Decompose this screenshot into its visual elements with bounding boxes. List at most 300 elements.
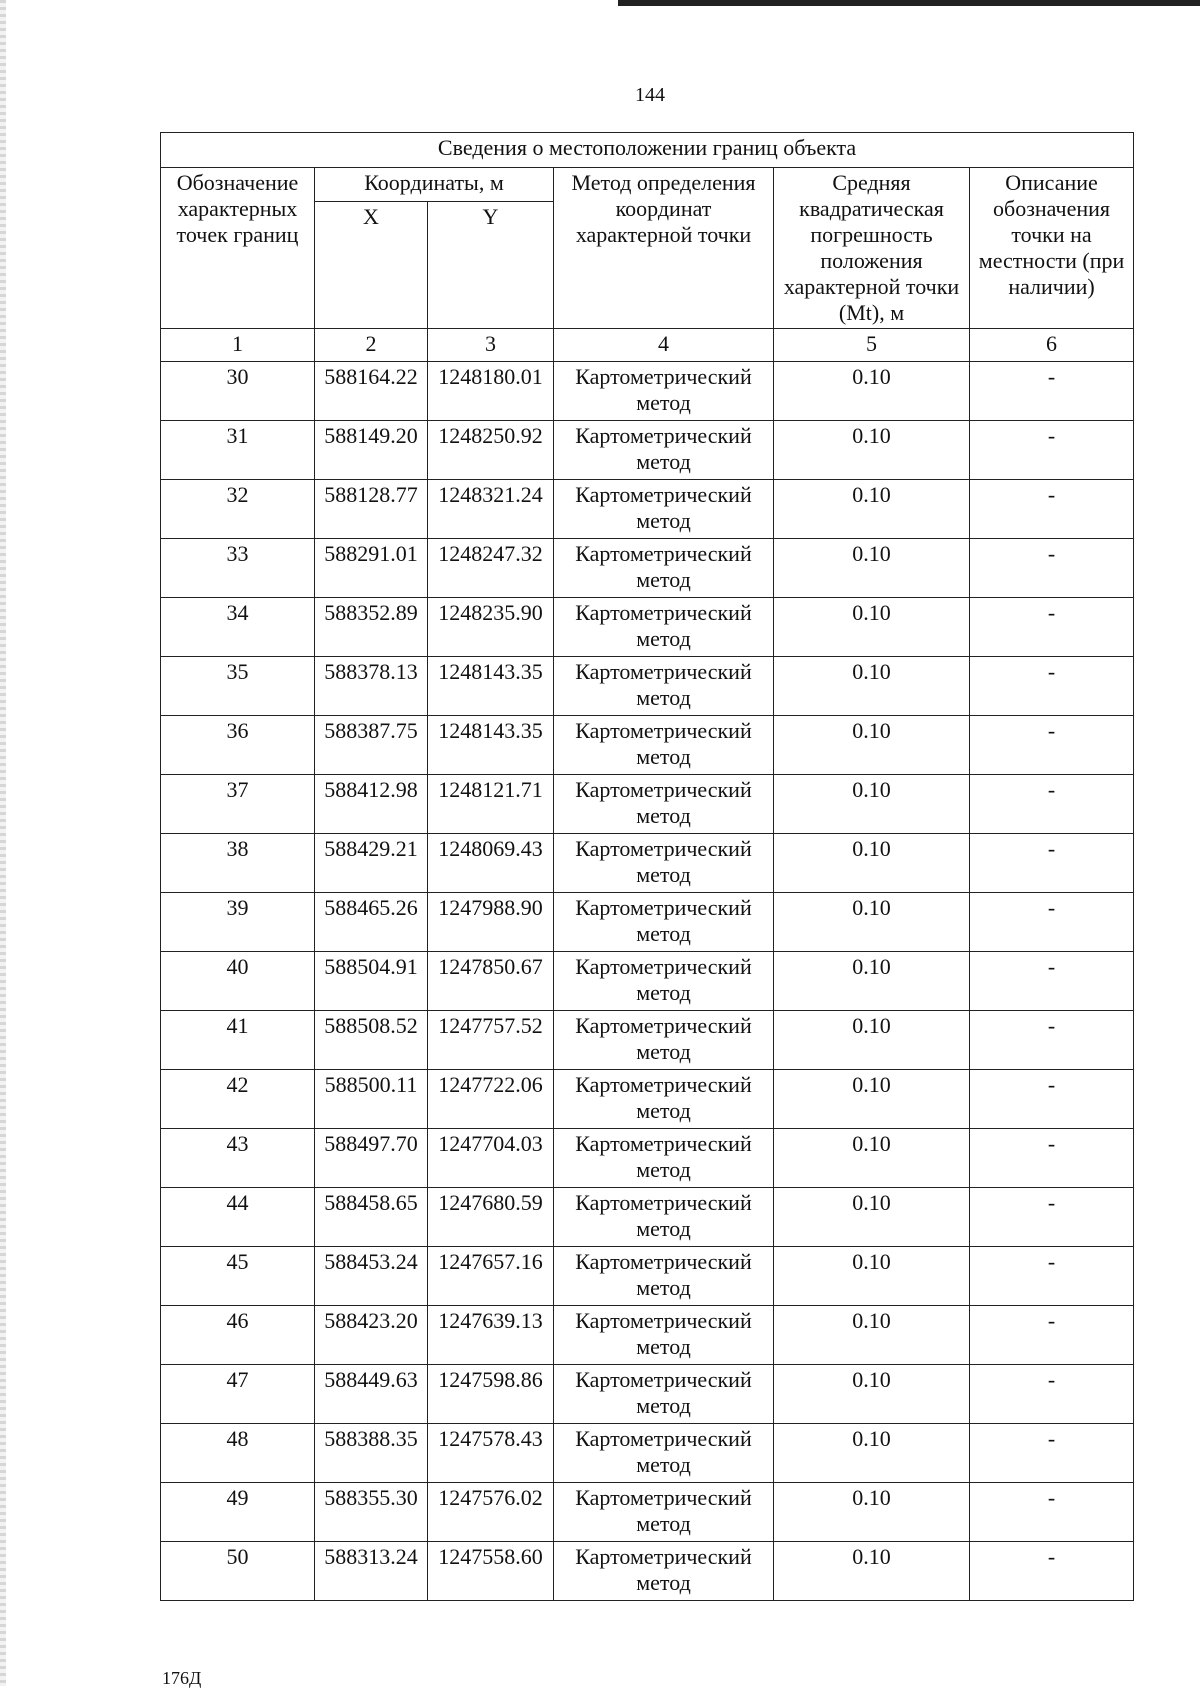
point-number-cell — [161, 1070, 315, 1129]
method-cell — [554, 1542, 774, 1601]
y-coordinate-cell — [428, 1365, 554, 1424]
y-coordinate-cell-text: 1247680.59 — [438, 1190, 543, 1215]
column-number: 5 — [774, 329, 970, 362]
x-coordinate-cell-text: 588355.30 — [324, 1485, 418, 1510]
table-row — [161, 1011, 1134, 1070]
x-coordinate-cell — [315, 1424, 428, 1483]
description-cell-text: - — [1047, 600, 1056, 625]
y-coordinate-cell-text: 1248180.01 — [438, 364, 543, 389]
x-coordinate-cell-text: 588423.20 — [324, 1308, 418, 1333]
mt-cell-text: 0.10 — [852, 1190, 891, 1215]
y-coordinate-cell — [428, 834, 554, 893]
description-cell-text: - — [1047, 1426, 1056, 1451]
method-cell-text: Картометрический метод — [575, 1190, 752, 1241]
column-number: 6 — [970, 329, 1134, 362]
description-cell — [970, 1483, 1134, 1542]
point-number-cell-text: 40 — [226, 954, 249, 979]
table-row — [161, 1424, 1134, 1483]
header-description-text: Описание обозначения точки на местности (при наличии) — [978, 170, 1125, 299]
mt-cell-text: 0.10 — [852, 600, 891, 625]
header-description — [970, 168, 1134, 329]
caption-row — [161, 133, 1134, 168]
x-coordinate-cell — [315, 421, 428, 480]
description-cell-text: - — [1047, 1013, 1056, 1038]
mt-cell — [774, 1306, 970, 1365]
mt-cell-text: 0.10 — [852, 1485, 891, 1510]
description-cell-text: - — [1047, 954, 1056, 979]
method-cell-text: Картометрический метод — [575, 659, 752, 710]
point-number-cell-text: 41 — [226, 1013, 249, 1038]
mt-cell-text: 0.10 — [852, 718, 891, 743]
table-caption: Сведения о местоположении границ объекта — [161, 133, 1134, 168]
y-coordinate-cell — [428, 421, 554, 480]
y-coordinate-cell — [428, 716, 554, 775]
table-row — [161, 1070, 1134, 1129]
description-cell-text: - — [1047, 1072, 1056, 1097]
method-cell — [554, 1188, 774, 1247]
mt-cell-text: 0.10 — [852, 1013, 891, 1038]
mt-cell-text: 0.10 — [852, 777, 891, 802]
mt-cell — [774, 362, 970, 421]
point-number-cell-text: 34 — [226, 600, 249, 625]
description-cell — [970, 1365, 1134, 1424]
y-coordinate-cell-text: 1248069.43 — [438, 836, 543, 861]
description-cell — [970, 1188, 1134, 1247]
mt-cell — [774, 657, 970, 716]
x-coordinate-cell-text: 588508.52 — [324, 1013, 418, 1038]
method-cell — [554, 598, 774, 657]
mt-cell-text: 0.10 — [852, 423, 891, 448]
description-cell-text: - — [1047, 1308, 1056, 1333]
method-cell — [554, 1070, 774, 1129]
y-coordinate-cell-text: 1248235.90 — [438, 600, 543, 625]
point-number-cell-text: 44 — [226, 1190, 249, 1215]
mt-cell — [774, 1129, 970, 1188]
description-cell — [970, 480, 1134, 539]
x-coordinate-cell — [315, 362, 428, 421]
x-coordinate-cell-text: 588149.20 — [324, 423, 418, 448]
y-coordinate-cell — [428, 1424, 554, 1483]
description-cell — [970, 362, 1134, 421]
x-coordinate-cell-text: 588387.75 — [324, 718, 418, 743]
description-cell — [970, 421, 1134, 480]
description-cell-text: - — [1047, 541, 1056, 566]
footer-code: 176Д — [162, 1668, 202, 1688]
y-coordinate-cell — [428, 893, 554, 952]
mt-cell-text: 0.10 — [852, 836, 891, 861]
y-coordinate-cell — [428, 1247, 554, 1306]
method-cell-text: Картометрический метод — [575, 600, 752, 651]
mt-cell-text: 0.10 — [852, 482, 891, 507]
description-cell-text: - — [1047, 364, 1056, 389]
point-number-cell — [161, 539, 315, 598]
page-number: 144 — [635, 84, 665, 106]
y-coordinate-cell — [428, 598, 554, 657]
point-number-cell-text: 43 — [226, 1131, 249, 1156]
description-cell-text: - — [1047, 482, 1056, 507]
y-coordinate-cell — [428, 1129, 554, 1188]
point-number-cell — [161, 1247, 315, 1306]
y-coordinate-cell — [428, 539, 554, 598]
method-cell-text: Картометрический метод — [575, 482, 752, 533]
point-number-cell — [161, 1306, 315, 1365]
method-cell-text: Картометрический метод — [575, 895, 752, 946]
header-error-text: Средняя квадратическая погрешность положения характерной точки (Mt), м — [783, 170, 960, 325]
mt-cell-text: 0.10 — [852, 895, 891, 920]
x-coordinate-cell-text: 588352.89 — [324, 600, 418, 625]
x-coordinate-cell-text: 588458.65 — [324, 1190, 418, 1215]
method-cell-text: Картометрический метод — [575, 541, 752, 592]
description-cell — [970, 952, 1134, 1011]
table-row — [161, 539, 1134, 598]
x-coordinate-cell — [315, 952, 428, 1011]
column-number: 1 — [161, 329, 315, 362]
table-row — [161, 480, 1134, 539]
mt-cell-text: 0.10 — [852, 954, 891, 979]
table-row — [161, 1247, 1134, 1306]
y-coordinate-cell — [428, 775, 554, 834]
method-cell-text: Картометрический метод — [575, 1013, 752, 1064]
method-cell-text: Картометрический метод — [575, 1367, 752, 1418]
y-coordinate-cell-text: 1247657.16 — [438, 1249, 543, 1274]
method-cell-text: Картометрический метод — [575, 423, 752, 474]
y-coordinate-cell — [428, 1483, 554, 1542]
x-coordinate-cell-text: 588378.13 — [324, 659, 418, 684]
x-coordinate-cell — [315, 716, 428, 775]
mt-cell — [774, 834, 970, 893]
method-cell-text: Картометрический метод — [575, 1131, 752, 1182]
y-coordinate-cell-text: 1247576.02 — [438, 1485, 543, 1510]
point-number-cell — [161, 834, 315, 893]
description-cell-text: - — [1047, 423, 1056, 448]
mt-cell — [774, 716, 970, 775]
table-row — [161, 362, 1134, 421]
mt-cell — [774, 1424, 970, 1483]
mt-cell — [774, 893, 970, 952]
column-number: 4 — [554, 329, 774, 362]
description-cell-text: - — [1047, 1131, 1056, 1156]
mt-cell-text: 0.10 — [852, 1072, 891, 1097]
point-number-cell — [161, 480, 315, 539]
column-number: 2 — [315, 329, 428, 362]
point-number-cell — [161, 1542, 315, 1601]
x-coordinate-cell — [315, 1483, 428, 1542]
point-number-cell — [161, 893, 315, 952]
y-coordinate-cell-text: 1248143.35 — [438, 718, 543, 743]
mt-cell — [774, 1483, 970, 1542]
description-cell — [970, 716, 1134, 775]
mt-cell — [774, 539, 970, 598]
mt-cell-text: 0.10 — [852, 364, 891, 389]
column-number: 3 — [428, 329, 554, 362]
mt-cell — [774, 1247, 970, 1306]
method-cell — [554, 657, 774, 716]
x-coordinate-cell — [315, 893, 428, 952]
description-cell — [970, 598, 1134, 657]
mt-cell-text: 0.10 — [852, 1367, 891, 1392]
header-y: Y — [428, 201, 554, 328]
x-coordinate-cell — [315, 1365, 428, 1424]
y-coordinate-cell — [428, 480, 554, 539]
method-cell — [554, 893, 774, 952]
y-coordinate-cell — [428, 952, 554, 1011]
mt-cell — [774, 1188, 970, 1247]
method-cell — [554, 1129, 774, 1188]
y-coordinate-cell-text: 1247578.43 — [438, 1426, 543, 1451]
scan-edge-left — [0, 0, 6, 1686]
table-row — [161, 775, 1134, 834]
mt-cell-text: 0.10 — [852, 1426, 891, 1451]
y-coordinate-cell-text: 1248247.32 — [438, 541, 543, 566]
point-number-cell-text: 47 — [226, 1367, 249, 1392]
point-number-cell — [161, 1188, 315, 1247]
method-cell-text: Картометрический метод — [575, 836, 752, 887]
point-number-cell-text: 35 — [226, 659, 249, 684]
method-cell-text: Картометрический метод — [575, 1249, 752, 1300]
table-row — [161, 1129, 1134, 1188]
point-number-cell — [161, 775, 315, 834]
point-number-cell-text: 38 — [226, 836, 249, 861]
point-number-cell-text: 45 — [226, 1249, 249, 1274]
point-number-cell-text: 36 — [226, 718, 249, 743]
table-row — [161, 657, 1134, 716]
description-cell — [970, 539, 1134, 598]
mt-cell — [774, 421, 970, 480]
point-number-cell — [161, 1483, 315, 1542]
table-row — [161, 598, 1134, 657]
x-coordinate-cell — [315, 1247, 428, 1306]
y-coordinate-cell — [428, 1188, 554, 1247]
point-number-cell-text: 33 — [226, 541, 249, 566]
x-coordinate-cell — [315, 480, 428, 539]
x-coordinate-cell-text: 588453.24 — [324, 1249, 418, 1274]
table-row — [161, 716, 1134, 775]
table-row — [161, 1365, 1134, 1424]
description-cell — [970, 893, 1134, 952]
method-cell — [554, 1306, 774, 1365]
method-cell — [554, 1011, 774, 1070]
y-coordinate-cell-text: 1247722.06 — [438, 1072, 543, 1097]
x-coordinate-cell — [315, 539, 428, 598]
point-number-cell-text: 31 — [226, 423, 249, 448]
y-coordinate-cell-text: 1247639.13 — [438, 1308, 543, 1333]
description-cell — [970, 657, 1134, 716]
method-cell — [554, 716, 774, 775]
method-cell-text: Картометрический метод — [575, 364, 752, 415]
method-cell-text: Картометрический метод — [575, 1072, 752, 1123]
header-coordinates: Координаты, м — [315, 168, 554, 202]
method-cell-text: Картометрический метод — [575, 777, 752, 828]
y-coordinate-cell — [428, 1070, 554, 1129]
mt-cell-text: 0.10 — [852, 1544, 891, 1569]
mt-cell — [774, 598, 970, 657]
description-cell-text: - — [1047, 895, 1056, 920]
method-cell-text: Картометрический метод — [575, 1485, 752, 1536]
point-number-cell-text: 50 — [226, 1544, 249, 1569]
method-cell-text: Картометрический метод — [575, 1426, 752, 1477]
description-cell-text: - — [1047, 1367, 1056, 1392]
y-coordinate-cell-text: 1247850.67 — [438, 954, 543, 979]
table-row — [161, 1188, 1134, 1247]
y-coordinate-cell-text: 1247988.90 — [438, 895, 543, 920]
point-number-cell-text: 42 — [226, 1072, 249, 1097]
description-cell-text: - — [1047, 1485, 1056, 1510]
point-number-cell — [161, 716, 315, 775]
x-coordinate-cell-text: 588128.77 — [324, 482, 418, 507]
y-coordinate-cell-text: 1247598.86 — [438, 1367, 543, 1392]
description-cell — [970, 1247, 1134, 1306]
point-number-cell-text: 30 — [226, 364, 249, 389]
header-designation-text: Обозначение характерных точек границ — [176, 170, 299, 247]
scan-bar-top — [618, 0, 1200, 6]
y-coordinate-cell-text: 1247704.03 — [438, 1131, 543, 1156]
method-cell — [554, 834, 774, 893]
method-cell — [554, 480, 774, 539]
x-coordinate-cell — [315, 1306, 428, 1365]
table-row — [161, 1483, 1134, 1542]
x-coordinate-cell-text: 588497.70 — [324, 1131, 418, 1156]
header-method — [554, 168, 774, 329]
y-coordinate-cell-text: 1248250.92 — [438, 423, 543, 448]
description-cell — [970, 1011, 1134, 1070]
point-number-cell — [161, 1424, 315, 1483]
y-coordinate-cell — [428, 1011, 554, 1070]
header-method-text: Метод определения координат характерной точки — [571, 170, 756, 247]
description-cell-text: - — [1047, 718, 1056, 743]
mt-cell — [774, 1365, 970, 1424]
mt-cell-text: 0.10 — [852, 1131, 891, 1156]
point-number-cell-text: 37 — [226, 777, 249, 802]
point-number-cell-text: 49 — [226, 1485, 249, 1510]
y-coordinate-cell-text: 1248321.24 — [438, 482, 543, 507]
mt-cell — [774, 1542, 970, 1601]
x-coordinate-cell — [315, 598, 428, 657]
x-coordinate-cell-text: 588388.35 — [324, 1426, 418, 1451]
y-coordinate-cell-text: 1247558.60 — [438, 1544, 543, 1569]
y-coordinate-cell — [428, 657, 554, 716]
y-coordinate-cell — [428, 1306, 554, 1365]
x-coordinate-cell-text: 588412.98 — [324, 777, 418, 802]
mt-cell — [774, 1011, 970, 1070]
method-cell — [554, 952, 774, 1011]
description-cell — [970, 1424, 1134, 1483]
description-cell-text: - — [1047, 836, 1056, 861]
x-coordinate-cell — [315, 1542, 428, 1601]
method-cell — [554, 421, 774, 480]
x-coordinate-cell-text: 588449.63 — [324, 1367, 418, 1392]
method-cell-text: Картометрический метод — [575, 1544, 752, 1595]
y-coordinate-cell — [428, 1542, 554, 1601]
point-number-cell — [161, 1365, 315, 1424]
x-coordinate-cell-text: 588313.24 — [324, 1544, 418, 1569]
description-cell-text: - — [1047, 1190, 1056, 1215]
mt-cell — [774, 952, 970, 1011]
description-cell — [970, 1129, 1134, 1188]
description-cell — [970, 1542, 1134, 1601]
description-cell-text: - — [1047, 1249, 1056, 1274]
description-cell-text: - — [1047, 659, 1056, 684]
method-cell — [554, 1247, 774, 1306]
point-number-cell — [161, 362, 315, 421]
point-number-cell-text: 39 — [226, 895, 249, 920]
method-cell — [554, 539, 774, 598]
mt-cell-text: 0.10 — [852, 541, 891, 566]
point-number-cell — [161, 1129, 315, 1188]
mt-cell — [774, 775, 970, 834]
x-coordinate-cell — [315, 1129, 428, 1188]
y-coordinate-cell-text: 1248121.71 — [438, 777, 543, 802]
header-designation — [161, 168, 315, 329]
method-cell-text: Картометрический метод — [575, 1308, 752, 1359]
x-coordinate-cell-text: 588164.22 — [324, 364, 418, 389]
mt-cell-text: 0.10 — [852, 659, 891, 684]
description-cell-text: - — [1047, 1544, 1056, 1569]
header-row-1 — [161, 168, 1134, 202]
point-number-cell — [161, 421, 315, 480]
y-coordinate-cell — [428, 362, 554, 421]
x-coordinate-cell — [315, 834, 428, 893]
point-number-cell-text: 48 — [226, 1426, 249, 1451]
description-cell — [970, 834, 1134, 893]
y-coordinate-cell-text: 1247757.52 — [438, 1013, 543, 1038]
method-cell — [554, 775, 774, 834]
x-coordinate-cell — [315, 1188, 428, 1247]
boundary-table — [160, 132, 1134, 1601]
x-coordinate-cell-text: 588500.11 — [324, 1072, 418, 1097]
x-coordinate-cell-text: 588504.91 — [324, 954, 418, 979]
point-number-cell-text: 32 — [226, 482, 249, 507]
header-x: X — [315, 201, 428, 328]
x-coordinate-cell — [315, 1011, 428, 1070]
point-number-cell — [161, 657, 315, 716]
mt-cell-text: 0.10 — [852, 1308, 891, 1333]
method-cell — [554, 362, 774, 421]
x-coordinate-cell-text: 588291.01 — [324, 541, 418, 566]
x-coordinate-cell-text: 588429.21 — [324, 836, 418, 861]
table-row — [161, 952, 1134, 1011]
x-coordinate-cell — [315, 657, 428, 716]
point-number-cell — [161, 598, 315, 657]
mt-cell — [774, 480, 970, 539]
mt-cell — [774, 1070, 970, 1129]
description-cell — [970, 775, 1134, 834]
description-cell — [970, 1306, 1134, 1365]
point-number-cell — [161, 1011, 315, 1070]
table-row — [161, 1542, 1134, 1601]
table-row — [161, 893, 1134, 952]
method-cell — [554, 1483, 774, 1542]
description-cell-text: - — [1047, 777, 1056, 802]
method-cell — [554, 1365, 774, 1424]
column-number-row — [161, 329, 1134, 362]
method-cell-text: Картометрический метод — [575, 954, 752, 1005]
x-coordinate-cell-text: 588465.26 — [324, 895, 418, 920]
x-coordinate-cell — [315, 1070, 428, 1129]
y-coordinate-cell-text: 1248143.35 — [438, 659, 543, 684]
point-number-cell — [161, 952, 315, 1011]
mt-cell-text: 0.10 — [852, 1249, 891, 1274]
table-row — [161, 421, 1134, 480]
header-error — [774, 168, 970, 329]
point-number-cell-text: 46 — [226, 1308, 249, 1333]
table-body — [161, 133, 1134, 1601]
method-cell — [554, 1424, 774, 1483]
method-cell-text: Картометрический метод — [575, 718, 752, 769]
table-row — [161, 834, 1134, 893]
table-row — [161, 1306, 1134, 1365]
description-cell — [970, 1070, 1134, 1129]
x-coordinate-cell — [315, 775, 428, 834]
